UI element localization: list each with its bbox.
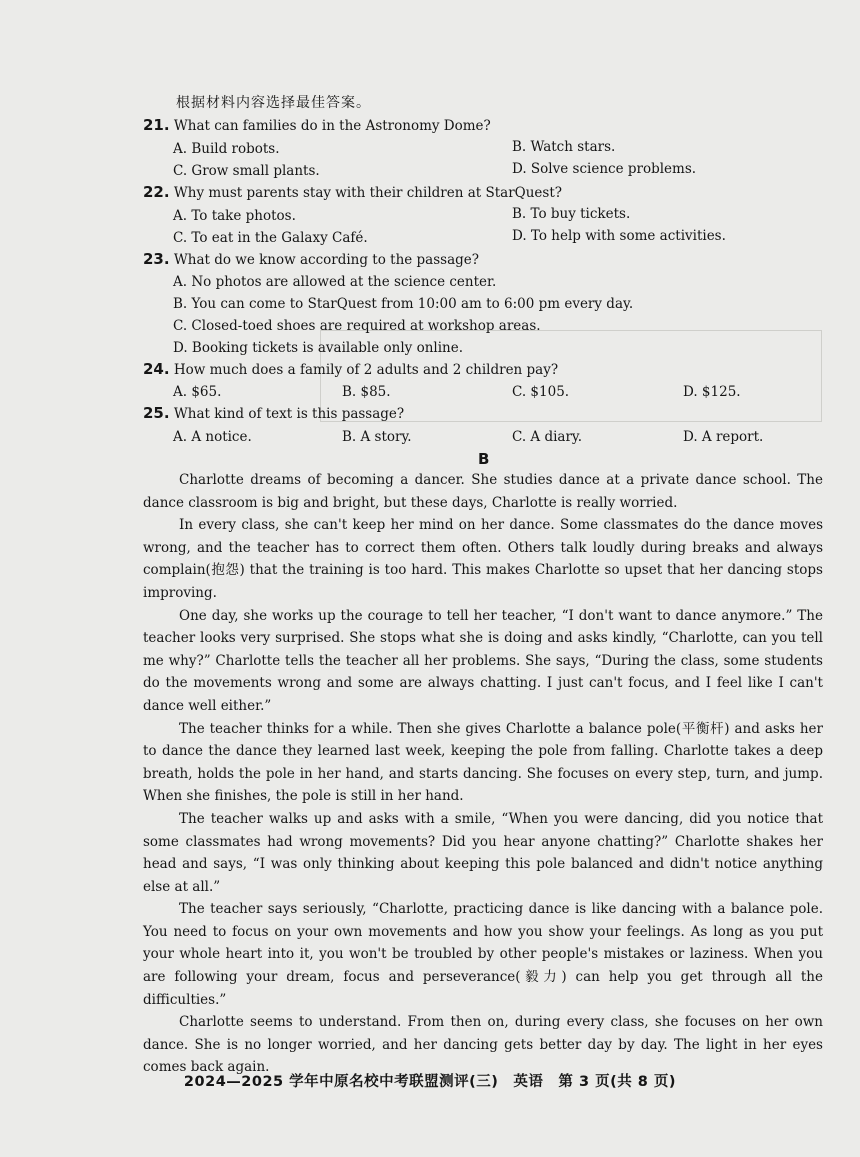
option-b: B. You can come to StarQuest from 10:00 am to 6:00 pm every day.: [173, 296, 634, 312]
option-b: B. A story.: [342, 429, 412, 445]
option-c: C. Grow small plants.: [173, 163, 320, 179]
passage-paragraph: In every class, she can't keep her mind on her dance. Some classmates do the dance moves wrong, and the teacher has to correct them often. Others talk loudly during breaks and always complain(抱怨) that the training is too hard. This makes Charlotte so upset that her dancing stops improving.: [143, 517, 823, 601]
question-22: [143, 184, 562, 201]
option-c: C. $105.: [512, 384, 570, 400]
page-footer: 2024—2025 学年中原名校中考联盟测评(三) 英语 第 3 页(共 8 页): [183, 1074, 677, 1090]
option-c: C. Closed-toed shoes are required at workshop areas.: [173, 318, 541, 334]
section-heading-b: B: [478, 450, 490, 468]
question-text: What can families do in the Astronomy Dome?: [173, 118, 491, 134]
passage-paragraph: The teacher thinks for a while. Then she gives Charlotte a balance pole(平衡杆) and asks her to dance the dance they learned last week, keeping the pole from falling. Charlotte takes a deep breath, holds the pole in her hand, and starts dancing. She focuses on every step, turn, and jump. When she finishes, the pole is still in her hand.: [143, 720, 823, 805]
option-a: A. No photos are allowed at the science center.: [173, 274, 497, 290]
option-a: A. To take photos.: [173, 208, 296, 224]
passage-b: [143, 469, 823, 1079]
question-23: [143, 251, 479, 268]
option-a: A. A notice.: [173, 429, 252, 445]
option-b: B. To buy tickets.: [512, 206, 631, 222]
question-text: What kind of text is this passage?: [173, 406, 405, 422]
question-text: Why must parents stay with their children at StarQuest?: [173, 185, 562, 201]
question-21: [143, 117, 491, 134]
question-number: 21.: [143, 116, 170, 134]
question-number: 24.: [143, 360, 170, 378]
passage-paragraph: The teacher says seriously, “Charlotte, practicing dance is like dancing with a balance pole. You need to focus on your own movements and how you show your feelings. As long as you put your whole heart into it, you won't be troubled by other people's mistakes or laziness. When you are following your dream, focus and perseverance(毅力) can help you get through all the difficulties.”: [143, 901, 823, 1008]
option-b: B. Watch stars.: [512, 139, 616, 155]
question-24: [143, 361, 558, 378]
instruction-text: 根据材料内容选择最佳答案。: [176, 95, 371, 111]
option-d: D. A report.: [683, 429, 764, 445]
passage-paragraph: Charlotte seems to understand. From then on, during every class, she focuses on her own dance. She is no longer worried, and her dancing gets better day by day. The light in her eyes comes back again.: [143, 1014, 823, 1076]
option-d: D. Solve science problems.: [512, 161, 697, 177]
question-number: 25.: [143, 404, 170, 422]
option-a: A. $65.: [173, 384, 222, 400]
question-text: How much does a family of 2 adults and 2 children pay?: [173, 362, 559, 378]
passage-paragraph: One day, she works up the courage to tell her teacher, “I don't want to dance anymore.” The teacher looks very surprised. She stops what she is doing and asks kindly, “Charlotte, can you tell me why?” Charlotte tells the teacher all her problems. She says, “During the class, some students do the movements wrong and some are always chatting. I just can't focus, and I feel like I can't dance well either.”: [143, 607, 823, 714]
option-d: D. $125.: [683, 384, 741, 400]
question-text: What do we know according to the passage?: [173, 252, 480, 268]
passage-paragraph: The teacher walks up and asks with a smile, “When you were dancing, did you notice that some classmates had wrong movements? Did you hear anyone chatting?” Charlotte shakes her head and says, “I was only thinking about keeping this pole balanced and didn't notice anything else at all.”: [143, 810, 823, 895]
option-d: D. To help with some activities.: [512, 228, 726, 244]
question-25: [143, 405, 404, 422]
option-b: B. $85.: [342, 384, 391, 400]
option-c: C. To eat in the Galaxy Café.: [173, 230, 368, 246]
passage-paragraph: Charlotte dreams of becoming a dancer. She studies dance at a private dance school. The dance classroom is big and bright, but these days, Charlotte is really worried.: [143, 472, 823, 511]
question-number: 23.: [143, 250, 170, 268]
option-c: C. A diary.: [512, 429, 583, 445]
question-number: 22.: [143, 183, 170, 201]
option-a: A. Build robots.: [173, 141, 280, 157]
option-d: D. Booking tickets is available only online.: [173, 340, 464, 356]
